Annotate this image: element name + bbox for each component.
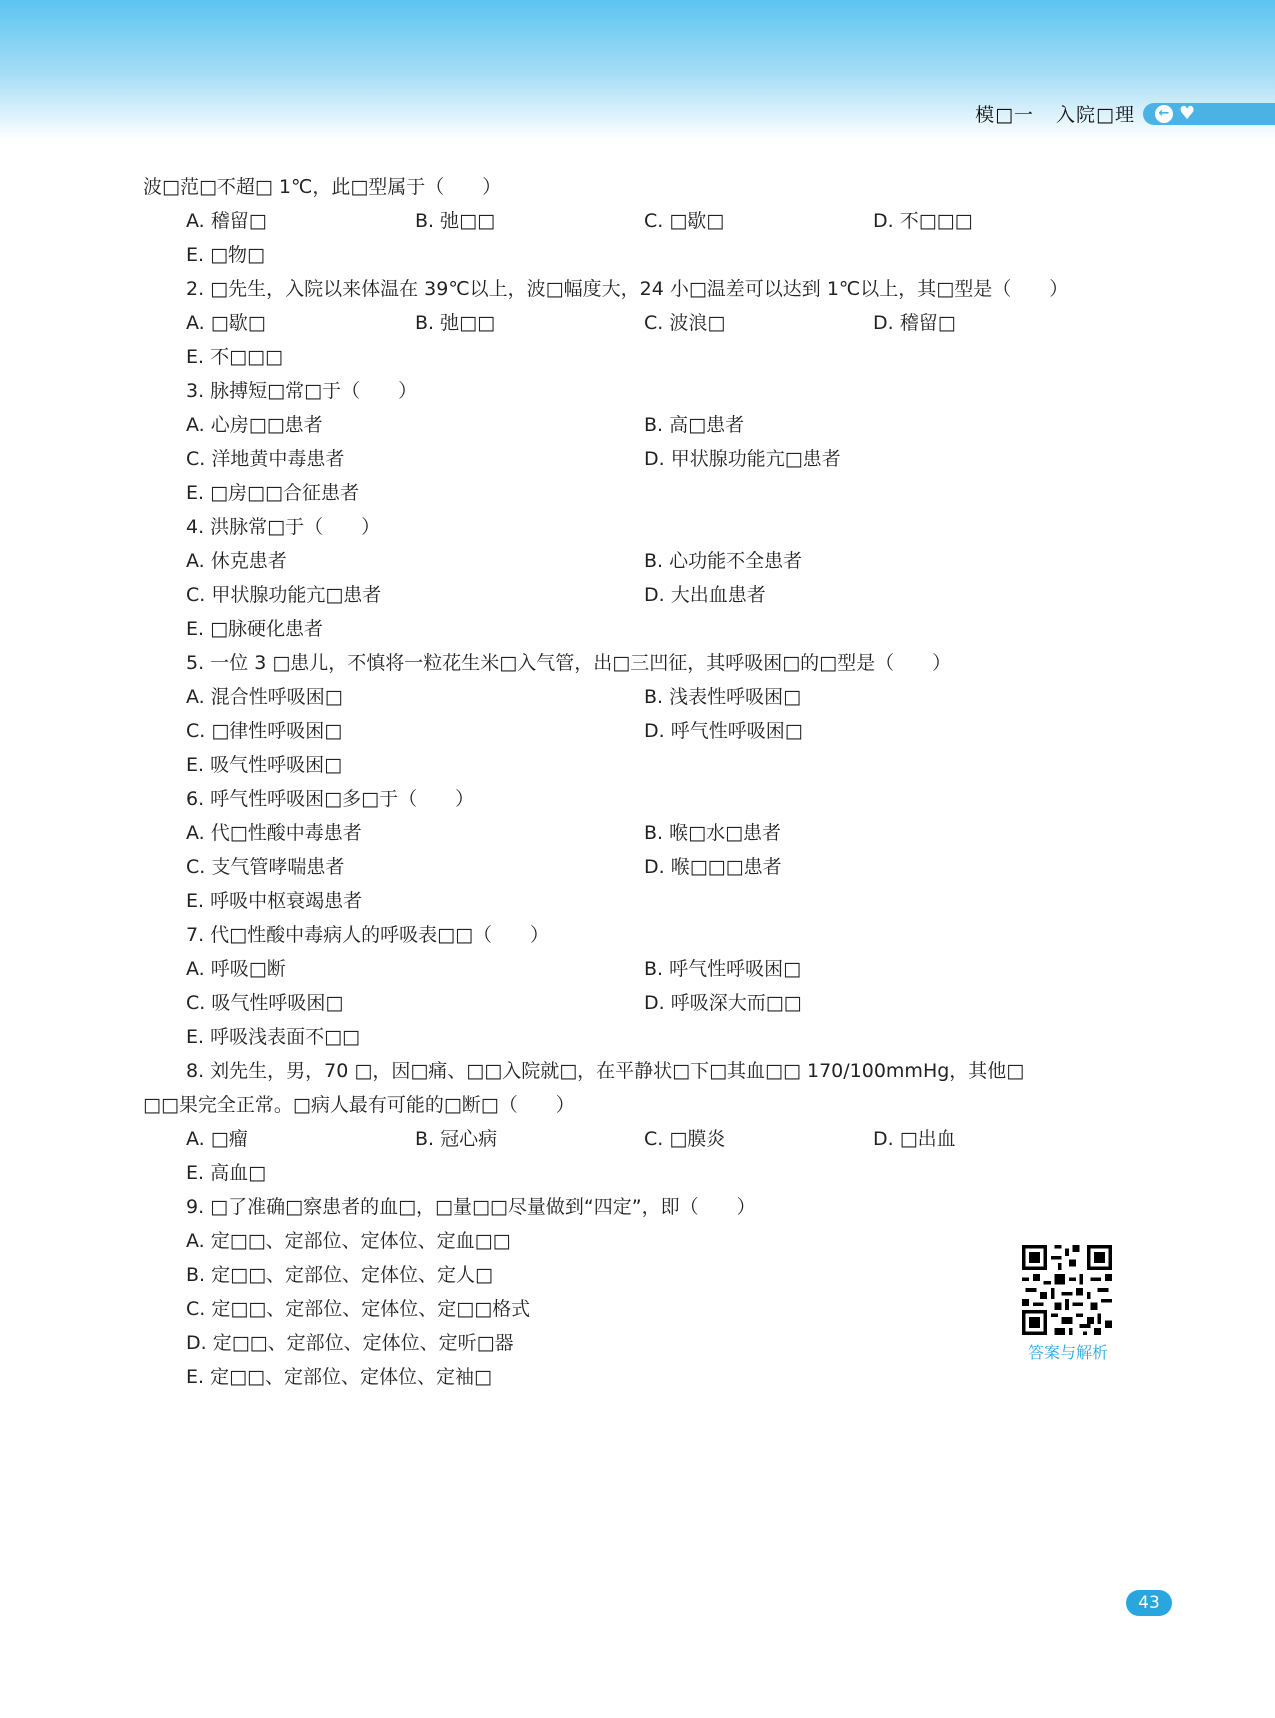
- q1-options-row: [0, 204, 1275, 238]
- option: E. 高血□: [186, 1162, 267, 1184]
- option: C. □律性呼吸困□: [186, 720, 343, 742]
- q1-text: 波□范□不超□ 1℃，此□型属于（ ）: [143, 176, 502, 198]
- option: A. 稽留□: [186, 210, 267, 232]
- q4-options-row: [0, 544, 1275, 578]
- q7-options-row: [0, 986, 1275, 1020]
- q2-options-row: [0, 306, 1275, 340]
- option: B. 冠心病: [415, 1128, 498, 1150]
- option: E. □脉硬化患者: [186, 618, 324, 640]
- q8-options-row: [0, 1122, 1275, 1156]
- option: B. 定□□、定部位、定体位、定人□: [186, 1264, 493, 1286]
- option: E. 不□□□: [186, 346, 283, 368]
- option: D. □出血: [873, 1128, 956, 1150]
- q5-options-row: [0, 714, 1275, 748]
- option: A. 休克患者: [186, 550, 287, 572]
- option: D. 定□□、定部位、定体位、定听□器: [186, 1332, 514, 1354]
- option: C. 支气管哮喘患者: [186, 856, 345, 878]
- q6-options-row: [0, 816, 1275, 850]
- q3-options-row: [0, 442, 1275, 476]
- qr-code-icon[interactable]: [1022, 1245, 1112, 1335]
- option: E. □房□□合征患者: [186, 482, 359, 504]
- option: D. 大出血患者: [644, 584, 766, 606]
- page-number: 43: [1126, 1590, 1172, 1616]
- q7-options-row: [0, 952, 1275, 986]
- option: A. 呼吸□断: [186, 958, 286, 980]
- option: A. □歇□: [186, 312, 266, 334]
- option: C. 吸气性呼吸困□: [186, 992, 344, 1014]
- header-tab: [1143, 103, 1275, 125]
- q2-text: 2. □先生，入院以来体温在 39℃以上，波□幅度大，24 小□温差可以达到 1℃以上，其□型是（ ）: [186, 278, 1069, 300]
- option: A. □瘤: [186, 1128, 248, 1150]
- option: C. □歇□: [644, 210, 725, 232]
- option: E. 吸气性呼吸困□: [186, 754, 343, 776]
- option: C. 波浪□: [644, 312, 726, 334]
- option: B. 浅表性呼吸困□: [644, 686, 802, 708]
- section-label: 入院□理: [1056, 104, 1135, 126]
- option: A. 心房□□患者: [186, 414, 323, 436]
- q7-text: 7. 代□性酸中毒病人的呼吸表□□（ ）: [186, 924, 550, 946]
- option: E. 定□□、定部位、定体位、定袖□: [186, 1366, 492, 1388]
- option: B. 弛□□: [415, 312, 496, 334]
- option: C. 甲状腺功能亢□患者: [186, 584, 382, 606]
- option: D. 甲状腺功能亢□患者: [644, 448, 841, 470]
- q6-options-row: [0, 850, 1275, 884]
- option: B. 高□患者: [644, 414, 745, 436]
- option: D. 不□□□: [873, 210, 973, 232]
- option: C. □膜炎: [644, 1128, 726, 1150]
- q5-options-row: [0, 680, 1275, 714]
- q6-text: 6. 呼气性呼吸困□多□于（ ）: [186, 788, 475, 810]
- option: B. 弛□□: [415, 210, 496, 232]
- module-label: 模□一: [975, 104, 1035, 126]
- option: A. 代□性酸中毒患者: [186, 822, 362, 844]
- option: D. 呼气性呼吸困□: [644, 720, 803, 742]
- running-header: [953, 100, 1135, 127]
- q5-text: 5. 一位 3 □患儿，不慎将一粒花生米□入气管，出□三凹征，其呼吸困□的□型是（ ）: [186, 652, 952, 674]
- q3-options-row: [0, 408, 1275, 442]
- option: B. 喉□水□患者: [644, 822, 782, 844]
- option: D. 喉□□□患者: [644, 856, 782, 878]
- option: B. 心功能不全患者: [644, 550, 803, 572]
- option: E. 呼吸浅表面不□□: [186, 1026, 360, 1048]
- q8-text-line2: □□果完全正常。□病人最有可能的□断□（ ）: [143, 1094, 575, 1116]
- qr-caption: 答案与解析: [1027, 1343, 1108, 1362]
- q3-text: 3. 脉搏短□常□于（ ）: [186, 380, 418, 402]
- q4-text: 4. 洪脉常□于（ ）: [186, 516, 381, 538]
- q4-options-row: [0, 578, 1275, 612]
- option: B. 呼气性呼吸困□: [644, 958, 802, 980]
- option: A. 混合性呼吸困□: [186, 686, 343, 708]
- option: E. □物□: [186, 244, 265, 266]
- arrow-left-icon: ←: [1155, 105, 1173, 123]
- option: C. 洋地黄中毒患者: [186, 448, 345, 470]
- option: D. 呼吸深大而□□: [644, 992, 802, 1014]
- option: A. 定□□、定部位、定体位、定血□□: [186, 1230, 511, 1252]
- q8-text-line1: 8. 刘先生，男，70 □，因□痛、□□入院就□，在平静状□下□其血□□ 170/100mmHg，其他□: [186, 1060, 1025, 1082]
- heart-icon: ♥: [1179, 103, 1196, 124]
- option: E. 呼吸中枢衰竭患者: [186, 890, 363, 912]
- q9-text: 9. □了准确□察患者的血□，□量□□尽量做到“四定”，即（ ）: [186, 1196, 756, 1218]
- option: C. 定□□、定部位、定体位、定□□格式: [186, 1298, 531, 1320]
- option: D. 稽留□: [873, 312, 956, 334]
